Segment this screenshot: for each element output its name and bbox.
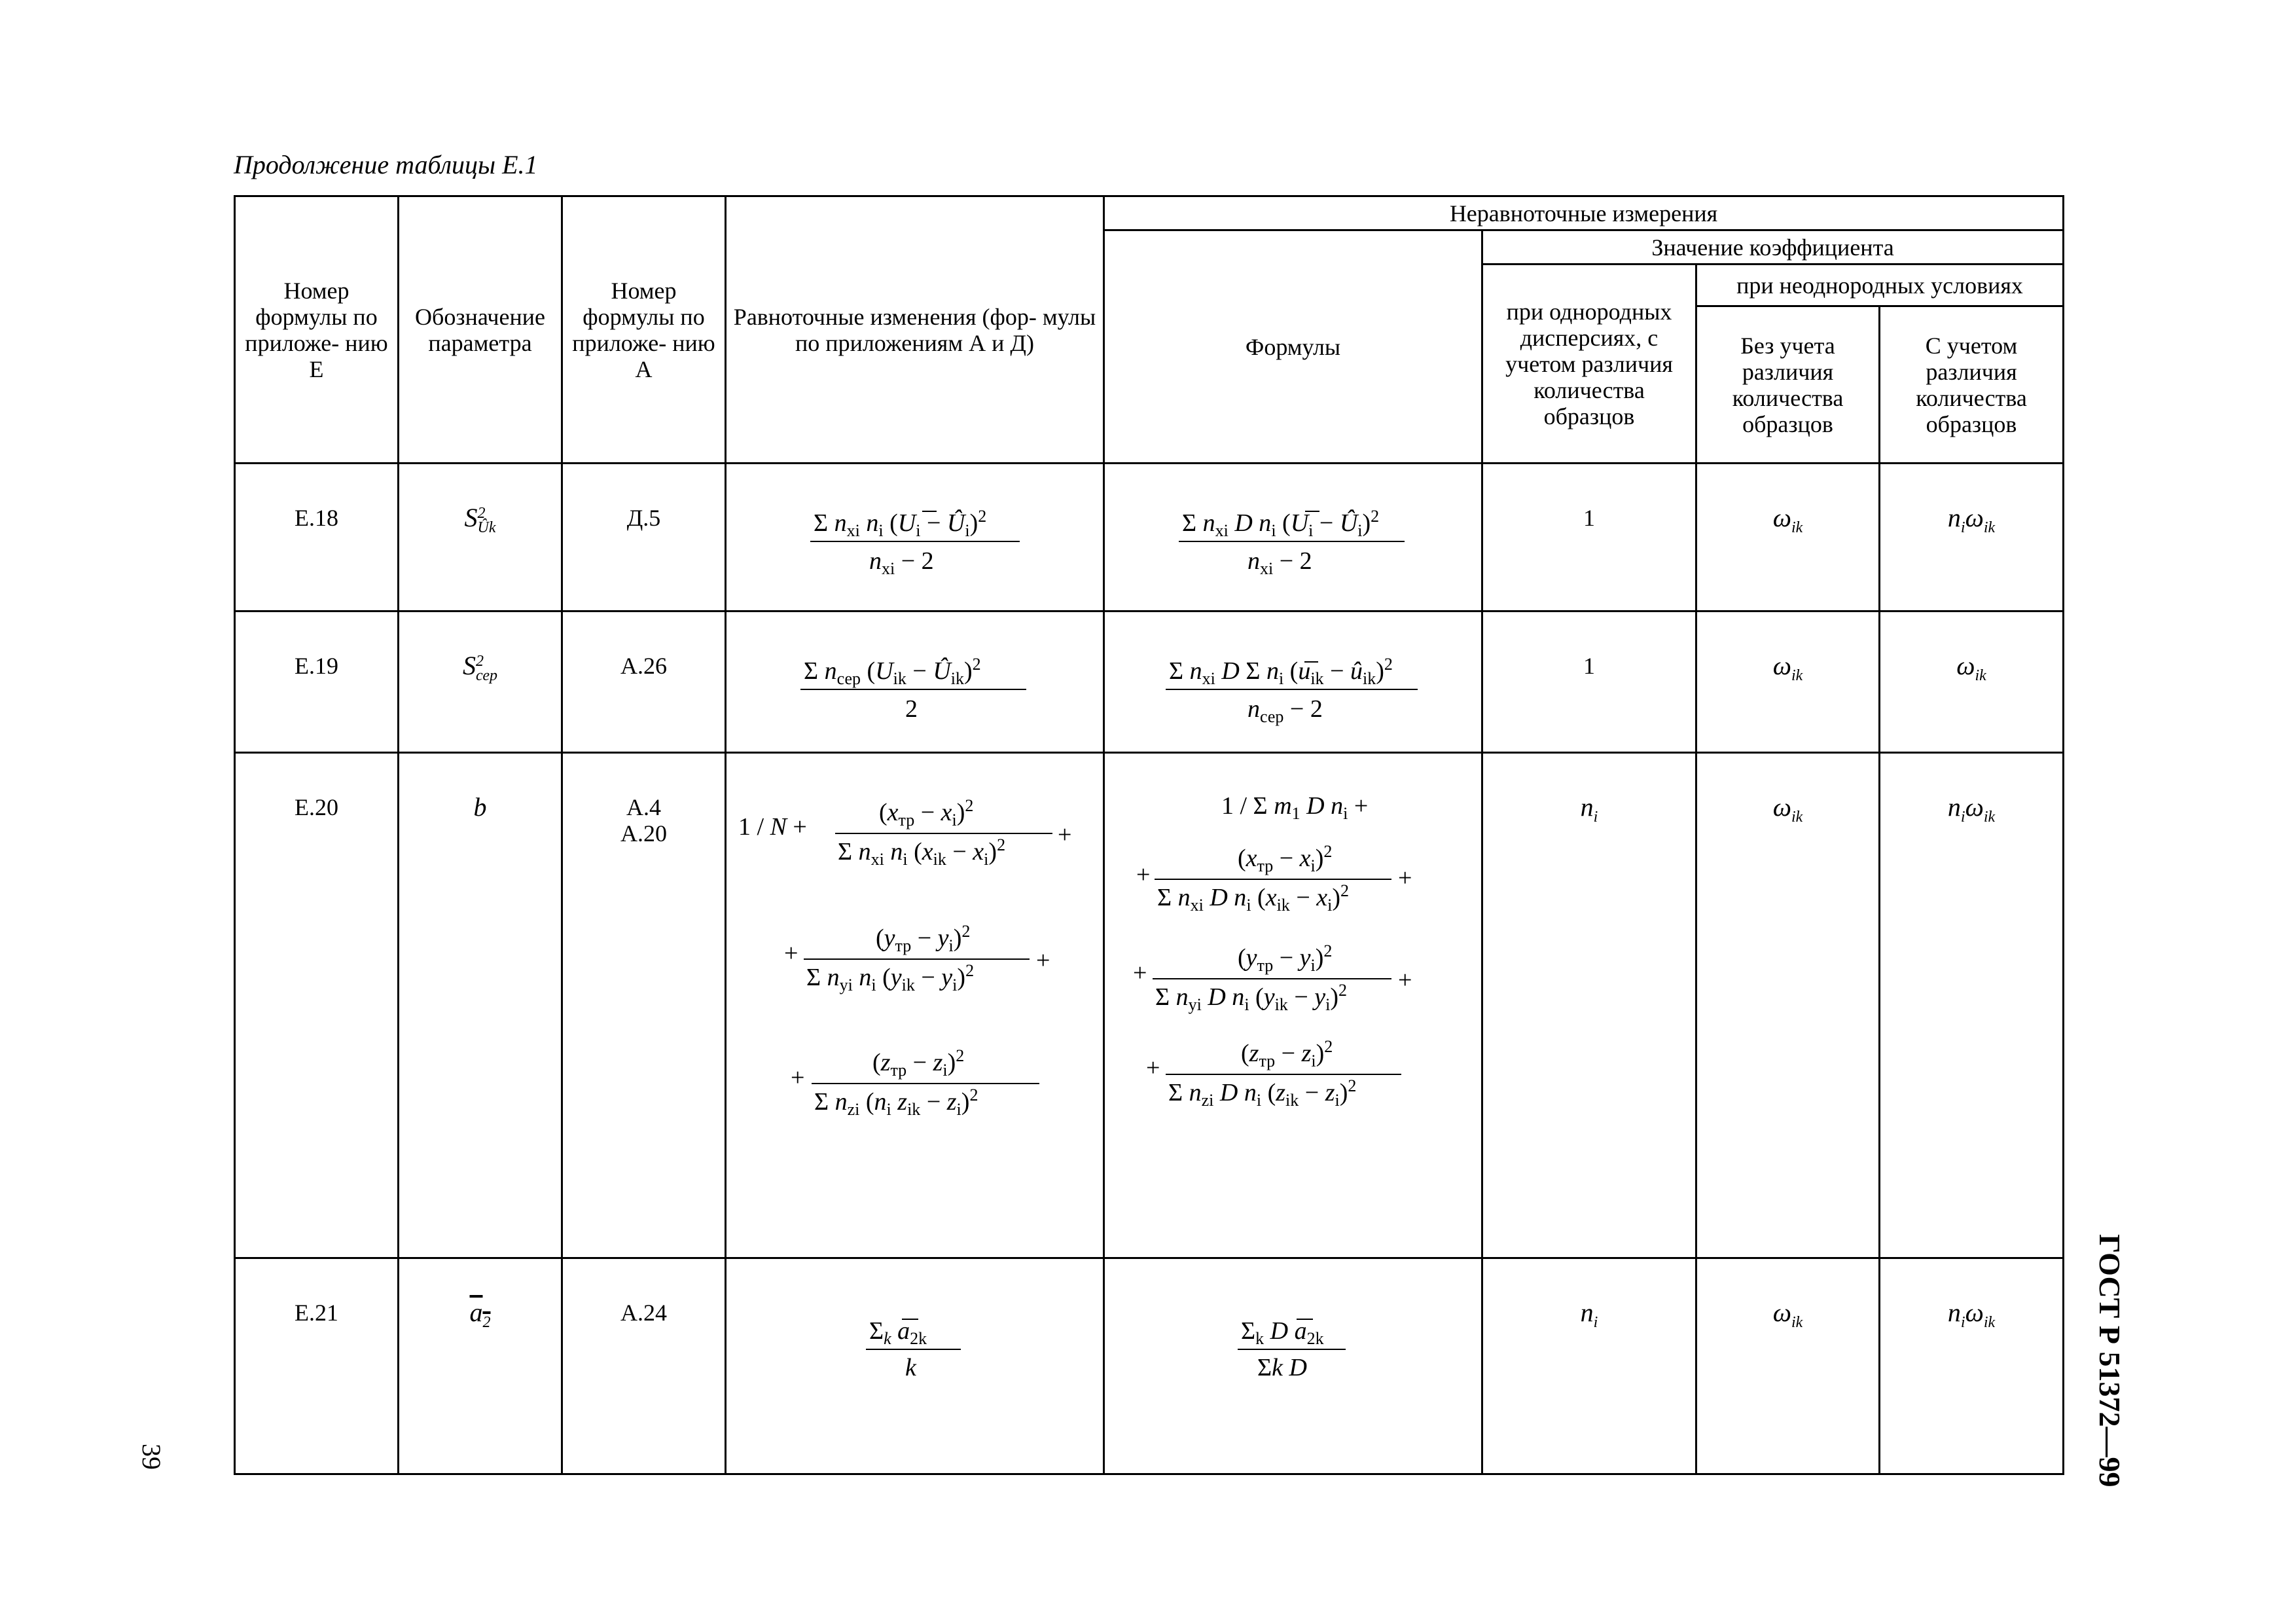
- table-row: [235, 611, 2064, 753]
- cell-homog: 1: [1482, 611, 1696, 753]
- svg-text:Σ nyi D ni (yik − yi)2: Σ $n_{yi}$ D $n_i$ $(y_{ik} - y_i)^2$: [1155, 981, 1347, 1014]
- cell-param: b: [399, 753, 562, 1258]
- svg-text:nxi − 2: $n_{xi} - 2$: [1247, 547, 1312, 578]
- svg-text:+: +: [1136, 861, 1150, 888]
- cell-num: Е.20: [235, 753, 399, 1258]
- header-parameter: Обозначение параметра: [399, 196, 562, 464]
- cell-with: $n_i\omega_{ik}$: [1880, 464, 2064, 611]
- header-formulas: Формулы: [1104, 230, 1482, 464]
- cell-without: $\omega_{ik}$: [1696, 753, 1880, 1258]
- document-id: ГОСТ Р 51372—99: [2093, 1234, 2126, 1487]
- cell-without: $\omega_{ik}$: [1696, 611, 1880, 753]
- cell-appA: А.24: [562, 1258, 726, 1474]
- formula-e21-unequal: [1234, 1300, 1352, 1385]
- formula-e19-equal: [797, 653, 1033, 725]
- table-caption: Продолжение таблицы Е.1: [234, 150, 538, 179]
- cell-num: Е.18: [235, 464, 399, 611]
- svg-text:Σk a2k: $\Sigma_k$ $a_{2k}$: [869, 1317, 927, 1348]
- svg-text:Σ nzi D ni (zik − zi)2: Σ $n_{zi}$ D $n_i$ $(z_{ik} - z_i)^2$: [1168, 1076, 1356, 1110]
- svg-text:Σ nсер (Uik − Ûik)2: Σ $n_{сер}$ ($U_{ik}$ − $Û_{ik})^2$: [803, 655, 981, 688]
- table-row: [235, 464, 2064, 611]
- cell-equal-formula: [726, 1258, 1104, 1474]
- svg-text:+: +: [1397, 966, 1412, 994]
- svg-text:Σ nxi ni (xik − xi)2: Σ $n_{xi}$ $n_i$ $(x_{ik} - x_i)^2$: [837, 835, 1005, 869]
- table-row: [235, 753, 2064, 1258]
- cell-with: $\omega_{ik}$: [1880, 611, 2064, 753]
- formula-e20-equal: [738, 794, 1092, 1161]
- svg-text:(zтр − zi)2: $(z_{тр} - z_i)^2$: [1240, 1037, 1333, 1070]
- header-without: Без учета различия количества образцов: [1696, 306, 1880, 464]
- page-number: 39: [137, 1444, 166, 1470]
- svg-text:Σk D a2k: $\Sigma_k$ D $a_{2k}$: [1240, 1317, 1324, 1348]
- cell-with: $n_i\omega_{ik}$: [1880, 753, 2064, 1258]
- coefficient-table: [234, 195, 2064, 1475]
- svg-text:+: +: [1145, 1054, 1160, 1082]
- svg-text:(yтр − yi)2: $(y_{тр} - y_i)^2$: [875, 922, 970, 955]
- cell-unequal-formula: [1104, 611, 1482, 753]
- cell-equal-formula: [726, 464, 1104, 611]
- svg-text:(xтр − xi)2: $(x_{тр} - x_i)^2$: [1237, 842, 1332, 875]
- cell-num: Е.19: [235, 611, 399, 753]
- svg-text:nсер − 2: $n_{сер} - 2$: [1247, 695, 1323, 726]
- cell-param: S 2 Ûk: [399, 464, 562, 611]
- header-formula-number-e: Номер формулы по приложе- нию Е: [235, 196, 399, 464]
- header-with: С учетом различия количества образцов: [1880, 306, 2064, 464]
- cell-unequal-formula: [1104, 464, 1482, 611]
- svg-text:+: +: [1397, 864, 1412, 892]
- svg-text:Σ nzi (ni zik − zi)2: Σ $n_{zi}$ ($n_i$ $z_{ik} - z_i)^2$: [814, 1085, 978, 1119]
- svg-text:Σ nxi D ni (Ui − Ûi)2: Σ $n_{xi}$ D $n_i$ ($U_i$ − $Û_i)^2$: [1181, 507, 1379, 540]
- header-coef-value: Значение коэффициента: [1482, 230, 2064, 264]
- svg-text:(xтр − xi)2: $(x_{тр} - x_i)^2$: [878, 796, 973, 830]
- svg-text:1 / N +: 1 / N +: [738, 813, 807, 841]
- cell-num: Е.21: [235, 1258, 399, 1474]
- formula-e18-equal: [807, 505, 1023, 577]
- cell-param: $a_2$: [399, 1258, 562, 1474]
- svg-text:(zтр − zi)2: $(z_{тр} - z_i)^2$: [872, 1046, 964, 1080]
- cell-equal-formula: [726, 753, 1104, 1258]
- svg-text:(yтр − yi)2: $(y_{тр} - y_i)^2$: [1237, 941, 1332, 975]
- cell-with: $n_i\omega_{ik}$: [1880, 1258, 2064, 1474]
- cell-appA: А.26: [562, 611, 726, 753]
- cell-homog: $n_i$: [1482, 1258, 1696, 1474]
- cell-without: $\omega_{ik}$: [1696, 464, 1880, 611]
- formula-e19-unequal: [1162, 653, 1424, 725]
- cell-param: S 2 сер: [399, 611, 562, 753]
- svg-text:+: +: [1132, 959, 1147, 987]
- cell-equal-formula: [726, 611, 1104, 753]
- formula-e21-equal: [863, 1300, 967, 1385]
- svg-text:k: k: [905, 1354, 916, 1381]
- header-formula-number-a: Номер формулы по приложе- нию А: [562, 196, 726, 464]
- svg-text:2: 2: [905, 695, 918, 723]
- svg-text:+: +: [1035, 947, 1050, 974]
- svg-text:1 / Σ m1 D ni +: 1 / Σ $m_1$ D $n_i$ +: [1221, 792, 1368, 823]
- header-unequal-group: Неравноточные измерения: [1104, 196, 2064, 230]
- svg-text:Σ nyi ni (yik − yi)2: Σ $n_{yi}$ $n_i$ $(y_{ik} - y_i)^2$: [806, 961, 974, 994]
- header-equal-precision: Равноточные изменения (фор- мулы по приложениям А и Д): [726, 196, 1104, 464]
- cell-unequal-formula: [1104, 1258, 1482, 1474]
- cell-appA: А.4 А.20: [562, 753, 726, 1258]
- cell-unequal-formula: [1104, 753, 1482, 1258]
- svg-text:Σk D: Σk D: [1257, 1354, 1307, 1381]
- cell-appA: Д.5: [562, 464, 726, 611]
- formula-e18-unequal: [1175, 505, 1411, 577]
- cell-homog: 1: [1482, 464, 1696, 611]
- formula-e20-unequal: [1117, 794, 1470, 1161]
- svg-text:+: +: [790, 1064, 804, 1091]
- svg-text:Σ nxi D ni (xik − xi)2: Σ $n_{xi}$ D $n_i$ $(x_{ik} - x_i)^2$: [1157, 881, 1349, 915]
- svg-text:Σ nxi D Σ ni (uik − ûik)2: Σ $n_{xi}$ D Σ $n_i$ ($u_{ik}$ − $û_{ik})^2$: [1168, 655, 1393, 688]
- svg-text:Σ nxi ni (Ui − Ûi)2: Σ $n_{xi}$ $n_i$ ($U_i$ − $Û_i)^2$: [813, 507, 986, 540]
- table-row: [235, 1258, 2064, 1474]
- svg-text:+: +: [783, 939, 798, 967]
- svg-text:+: +: [1057, 821, 1071, 848]
- header-inhomogeneous: при неоднородных условиях: [1696, 264, 2064, 306]
- cell-without: $\omega_{ik}$: [1696, 1258, 1880, 1474]
- header-homogeneous: при однородных дисперсиях, с учетом различия количества образцов: [1482, 264, 1696, 464]
- cell-homog: $n_i$: [1482, 753, 1696, 1258]
- svg-text:nxi − 2: $n_{xi} - 2$: [869, 547, 934, 578]
